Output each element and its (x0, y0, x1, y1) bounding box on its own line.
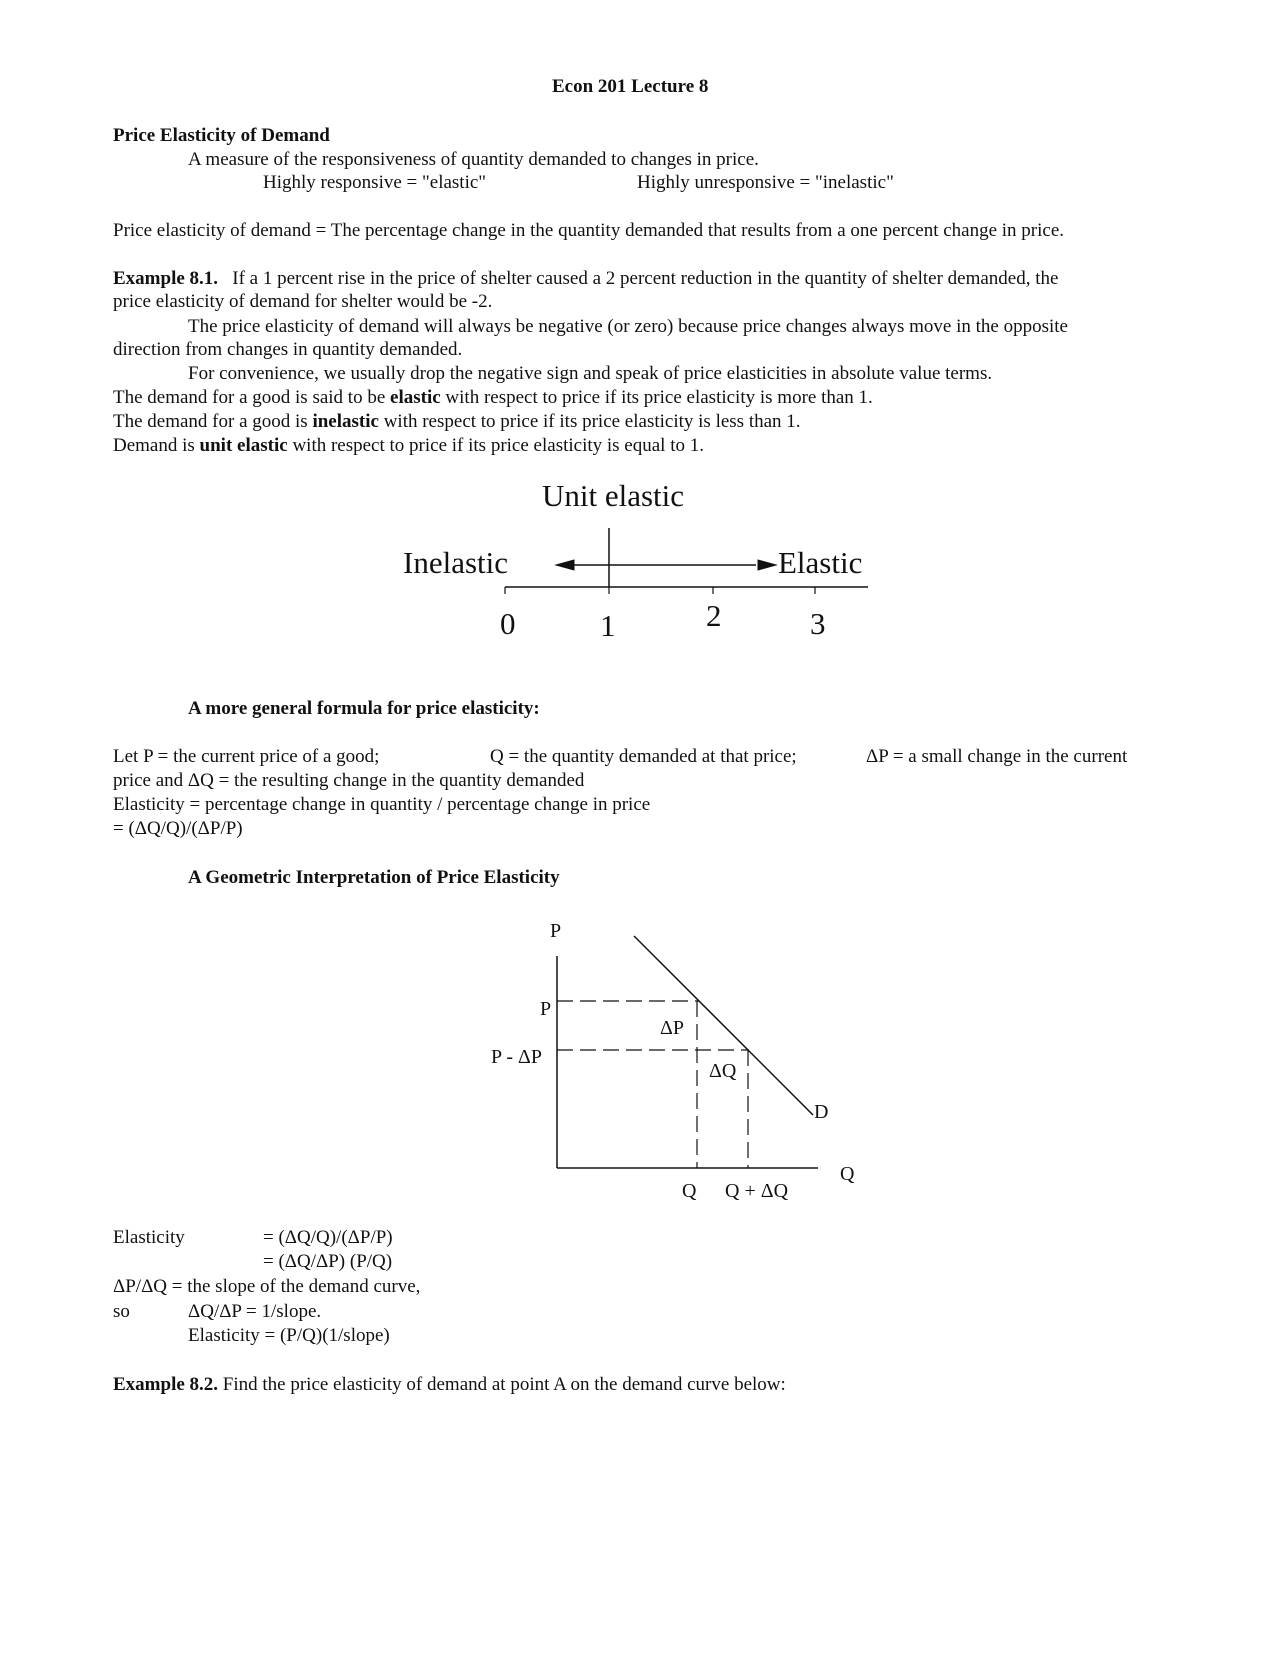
elastic-label: Elastic (778, 545, 863, 580)
absolute-value-note: For convenience, we usually drop the negative sign and speak of price elasticities in absolute value terms. (188, 363, 993, 384)
elasticity-scale (505, 528, 868, 594)
example-8-2-text: Find the price elasticity of demand at point A on the demand curve below: (218, 1374, 786, 1395)
example-8-2-label: Example 8.2. (113, 1374, 219, 1395)
elastic-term: elastic (390, 387, 441, 408)
unit-elastic-term: unit elastic (199, 435, 288, 456)
q-label: Q (682, 1180, 697, 1202)
ped-definition: Price elasticity of demand = The percentage change in the quantity demanded that results from a one percent change in price. (113, 220, 1065, 241)
negative-note-line2: direction from changes in quantity demanded. (113, 339, 463, 360)
example-8-1-text: If a 1 percent rise in the price of shelter caused a 2 percent reduction in the quantity of shelter demanded, the (232, 268, 1059, 289)
so-label: so (113, 1301, 130, 1322)
demand-curve-label: D (814, 1101, 829, 1123)
delta-p-label: ΔP (660, 1017, 684, 1039)
demand-graph (557, 936, 818, 1168)
q-plus-label: Q + ΔQ (725, 1180, 789, 1202)
section-heading-ped: Price Elasticity of Demand (113, 125, 330, 146)
responsive-note: Highly responsive = "elastic" (263, 172, 487, 193)
right-arrow-icon (758, 560, 776, 570)
inelastic-def-post: with respect to price if its price elasticity is less than 1. (378, 411, 801, 432)
slope-definition: ΔP/ΔQ = the slope of the demand curve, (113, 1276, 421, 1297)
elasticity-final-formula: Elasticity = (P/Q)(1/slope) (188, 1325, 390, 1346)
scale-tick-label-0: 0 (500, 606, 516, 641)
let-delta-p-definition: ΔP = a small change in the current (866, 746, 1128, 767)
elastic-def-post: with respect to price if its price elasticity is more than 1. (440, 387, 873, 408)
price-label: P (540, 998, 552, 1020)
left-arrow-icon (556, 560, 574, 570)
general-formula-heading: A more general formula for price elasticity: (188, 698, 540, 719)
q-axis-label: Q (840, 1163, 855, 1185)
elasticity-label: Elasticity (113, 1227, 185, 1248)
p-axis-label: P (550, 920, 562, 942)
elasticity-eq2: = (ΔQ/ΔP) (P/Q) (263, 1251, 393, 1272)
delta-q-label: ΔQ (709, 1060, 737, 1082)
geometric-heading: A Geometric Interpretation of Price Elasticity (188, 867, 560, 888)
scale-tick-label-3: 3 (810, 606, 826, 641)
elasticity-percent-formula: Elasticity = percentage change in quantity / percentage change in price (113, 794, 651, 815)
unit-def-post: with respect to price if its price elasticity is equal to 1. (287, 435, 704, 456)
ped-description: A measure of the responsiveness of quantity demanded to changes in price. (188, 149, 759, 170)
delta-q-definition: price and ΔQ = the resulting change in the quantity demanded (113, 770, 585, 791)
price-minus-label: P - ΔP (491, 1046, 543, 1068)
example-8-1-line2: price elasticity of demand for shelter would be -2. (113, 291, 493, 312)
example-8-2 (113, 1373, 786, 1396)
inelastic-def-pre: The demand for a good is (113, 411, 313, 432)
unit-def-pre: Demand is (113, 435, 200, 456)
let-p-definition: Let P = the current price of a good; (113, 746, 380, 767)
negative-note-line1: The price elasticity of demand will always be negative (or zero) because price changes always move in the opposite (188, 316, 1068, 337)
scale-tick-label-1: 1 (600, 608, 616, 643)
inelastic-term: inelastic (312, 411, 379, 432)
inelastic-label: Inelastic (403, 545, 509, 580)
page-title: Econ 201 Lecture 8 (552, 76, 709, 97)
let-q-definition: Q = the quantity demanded at that price; (490, 746, 797, 767)
elasticity-ratio-formula: = (ΔQ/Q)/(ΔP/P) (113, 818, 243, 839)
scale-tick-label-2: 2 (706, 598, 722, 633)
elasticity-eq1: = (ΔQ/Q)/(ΔP/P) (263, 1227, 393, 1248)
inverse-slope: ΔQ/ΔP = 1/slope. (188, 1301, 322, 1322)
unresponsive-note: Highly unresponsive = "inelastic" (637, 172, 894, 193)
elastic-def-pre: The demand for a good is said to be (113, 387, 391, 408)
unit-elastic-label: Unit elastic (542, 478, 685, 513)
example-8-1-label: Example 8.1. (113, 268, 219, 289)
